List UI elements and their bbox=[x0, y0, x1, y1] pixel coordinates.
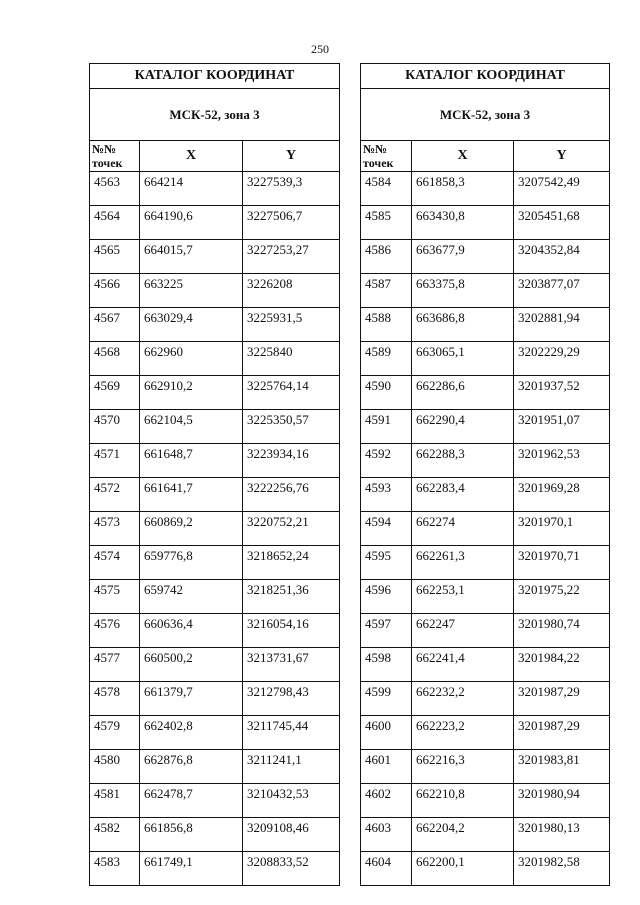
x-coordinate-cell: 662223,2 bbox=[412, 716, 514, 750]
table-row bbox=[361, 172, 610, 206]
x-coordinate-cell: 660636,4 bbox=[140, 614, 243, 648]
table-row bbox=[361, 614, 610, 648]
table-row bbox=[90, 512, 340, 546]
y-coordinate-cell: 3209108,46 bbox=[243, 818, 340, 852]
x-coordinate-cell: 663029,4 bbox=[140, 308, 243, 342]
x-coordinate-cell: 661749,1 bbox=[140, 852, 243, 886]
x-coordinate-cell: 661648,7 bbox=[140, 444, 243, 478]
point-number-cell: 4577 bbox=[90, 648, 140, 682]
x-coordinate-cell: 664190,6 bbox=[140, 206, 243, 240]
table-body bbox=[361, 172, 610, 886]
y-coordinate-cell: 3204352,84 bbox=[514, 240, 610, 274]
x-coordinate-cell: 662204,2 bbox=[412, 818, 514, 852]
table-row bbox=[90, 716, 340, 750]
y-coordinate-cell: 3201984,22 bbox=[514, 648, 610, 682]
x-coordinate-cell: 662290,4 bbox=[412, 410, 514, 444]
y-coordinate-cell: 3211241,1 bbox=[243, 750, 340, 784]
table-row bbox=[361, 682, 610, 716]
y-header: Y bbox=[514, 141, 610, 172]
x-coordinate-cell: 663430,8 bbox=[412, 206, 514, 240]
point-number-cell: 4566 bbox=[90, 274, 140, 308]
x-coordinate-cell: 662274 bbox=[412, 512, 514, 546]
x-coordinate-cell: 663225 bbox=[140, 274, 243, 308]
x-coordinate-cell: 662253,1 bbox=[412, 580, 514, 614]
x-coordinate-cell: 664214 bbox=[140, 172, 243, 206]
x-coordinate-cell: 661379,7 bbox=[140, 682, 243, 716]
coordinate-system: МСК-52, зона 3 bbox=[361, 89, 610, 141]
x-coordinate-cell: 663065,1 bbox=[412, 342, 514, 376]
table-row bbox=[361, 750, 610, 784]
table-row bbox=[361, 274, 610, 308]
x-coordinate-cell: 663686,8 bbox=[412, 308, 514, 342]
table-row bbox=[90, 410, 340, 444]
x-coordinate-cell: 662288,3 bbox=[412, 444, 514, 478]
y-coordinate-cell: 3201962,53 bbox=[514, 444, 610, 478]
point-number-header-line2: точек bbox=[363, 156, 394, 170]
table-row bbox=[90, 682, 340, 716]
table-row bbox=[90, 206, 340, 240]
y-coordinate-cell: 3201980,13 bbox=[514, 818, 610, 852]
table-row bbox=[90, 614, 340, 648]
table-row bbox=[361, 716, 610, 750]
y-coordinate-cell: 3201969,28 bbox=[514, 478, 610, 512]
point-number-cell: 4596 bbox=[361, 580, 412, 614]
table-row bbox=[361, 478, 610, 512]
table-row bbox=[361, 580, 610, 614]
point-number-cell: 4588 bbox=[361, 308, 412, 342]
y-coordinate-cell: 3225840 bbox=[243, 342, 340, 376]
y-coordinate-cell: 3222256,76 bbox=[243, 478, 340, 512]
table-row bbox=[90, 376, 340, 410]
table-row bbox=[90, 852, 340, 886]
catalog-title-row bbox=[90, 64, 340, 89]
x-coordinate-cell: 662960 bbox=[140, 342, 243, 376]
x-coordinate-cell: 662104,5 bbox=[140, 410, 243, 444]
x-coordinate-cell: 662261,3 bbox=[412, 546, 514, 580]
point-number-cell: 4585 bbox=[361, 206, 412, 240]
point-number-cell: 4581 bbox=[90, 784, 140, 818]
y-coordinate-cell: 3201982,58 bbox=[514, 852, 610, 886]
y-coordinate-cell: 3211745,44 bbox=[243, 716, 340, 750]
point-number-cell: 4587 bbox=[361, 274, 412, 308]
table-row bbox=[90, 478, 340, 512]
point-number-cell: 4591 bbox=[361, 410, 412, 444]
y-header: Y bbox=[243, 141, 340, 172]
coordinate-catalog-left bbox=[89, 63, 340, 886]
x-coordinate-cell: 662283,4 bbox=[412, 478, 514, 512]
x-coordinate-cell: 662910,2 bbox=[140, 376, 243, 410]
x-coordinate-cell: 663375,8 bbox=[412, 274, 514, 308]
point-number-cell: 4592 bbox=[361, 444, 412, 478]
point-number-cell: 4580 bbox=[90, 750, 140, 784]
point-number-cell: 4568 bbox=[90, 342, 140, 376]
y-coordinate-cell: 3220752,21 bbox=[243, 512, 340, 546]
y-coordinate-cell: 3225350,57 bbox=[243, 410, 340, 444]
table-row bbox=[361, 342, 610, 376]
y-coordinate-cell: 3201970,1 bbox=[514, 512, 610, 546]
column-header-row bbox=[90, 141, 340, 172]
page-number: 250 bbox=[311, 42, 329, 56]
table-body bbox=[90, 172, 340, 886]
y-coordinate-cell: 3218652,24 bbox=[243, 546, 340, 580]
column-header-row bbox=[361, 141, 610, 172]
table-row bbox=[90, 342, 340, 376]
point-number-cell: 4598 bbox=[361, 648, 412, 682]
y-coordinate-cell: 3210432,53 bbox=[243, 784, 340, 818]
point-number-cell: 4575 bbox=[90, 580, 140, 614]
y-coordinate-cell: 3218251,36 bbox=[243, 580, 340, 614]
point-number-cell: 4569 bbox=[90, 376, 140, 410]
y-coordinate-cell: 3205451,68 bbox=[514, 206, 610, 240]
table-row bbox=[90, 308, 340, 342]
point-number-cell: 4604 bbox=[361, 852, 412, 886]
point-number-header-line2: точек bbox=[92, 156, 123, 170]
point-number-cell: 4563 bbox=[90, 172, 140, 206]
x-coordinate-cell: 662232,2 bbox=[412, 682, 514, 716]
y-coordinate-cell: 3201970,71 bbox=[514, 546, 610, 580]
point-number-header bbox=[361, 141, 412, 172]
y-coordinate-cell: 3212798,43 bbox=[243, 682, 340, 716]
coordinate-system: МСК-52, зона 3 bbox=[90, 89, 340, 141]
y-coordinate-cell: 3201980,74 bbox=[514, 614, 610, 648]
catalog-title: КАТАЛОГ КООРДИНАТ bbox=[361, 64, 610, 89]
point-number-cell: 4579 bbox=[90, 716, 140, 750]
x-coordinate-cell: 661641,7 bbox=[140, 478, 243, 512]
table-row bbox=[361, 852, 610, 886]
table-row bbox=[90, 444, 340, 478]
point-number-cell: 4602 bbox=[361, 784, 412, 818]
table-row bbox=[90, 818, 340, 852]
table-row bbox=[90, 784, 340, 818]
point-number-cell: 4576 bbox=[90, 614, 140, 648]
x-coordinate-cell: 662241,4 bbox=[412, 648, 514, 682]
y-coordinate-cell: 3216054,16 bbox=[243, 614, 340, 648]
y-coordinate-cell: 3201987,29 bbox=[514, 682, 610, 716]
x-coordinate-cell: 662247 bbox=[412, 614, 514, 648]
point-number-cell: 4571 bbox=[90, 444, 140, 478]
x-header: X bbox=[140, 141, 243, 172]
x-coordinate-cell: 662478,7 bbox=[140, 784, 243, 818]
y-coordinate-cell: 3202229,29 bbox=[514, 342, 610, 376]
table-row bbox=[361, 784, 610, 818]
point-number-header-line1: №№ bbox=[363, 142, 388, 156]
x-coordinate-cell: 662876,8 bbox=[140, 750, 243, 784]
table-row bbox=[361, 546, 610, 580]
point-number-cell: 4565 bbox=[90, 240, 140, 274]
y-coordinate-cell: 3203877,07 bbox=[514, 274, 610, 308]
point-number-cell: 4564 bbox=[90, 206, 140, 240]
point-number-cell: 4567 bbox=[90, 308, 140, 342]
table-row bbox=[90, 750, 340, 784]
x-coordinate-cell: 662210,8 bbox=[412, 784, 514, 818]
table-row bbox=[361, 512, 610, 546]
y-coordinate-cell: 3201937,52 bbox=[514, 376, 610, 410]
y-coordinate-cell: 3208833,52 bbox=[243, 852, 340, 886]
y-coordinate-cell: 3213731,67 bbox=[243, 648, 340, 682]
point-number-header bbox=[90, 141, 140, 172]
point-number-cell: 4599 bbox=[361, 682, 412, 716]
point-number-cell: 4595 bbox=[361, 546, 412, 580]
table-row bbox=[90, 172, 340, 206]
point-number-cell: 4601 bbox=[361, 750, 412, 784]
point-number-cell: 4573 bbox=[90, 512, 140, 546]
x-coordinate-cell: 663677,9 bbox=[412, 240, 514, 274]
y-coordinate-cell: 3225764,14 bbox=[243, 376, 340, 410]
y-coordinate-cell: 3201951,07 bbox=[514, 410, 610, 444]
x-coordinate-cell: 660500,2 bbox=[140, 648, 243, 682]
x-coordinate-cell: 662286,6 bbox=[412, 376, 514, 410]
point-number-cell: 4593 bbox=[361, 478, 412, 512]
point-number-cell: 4594 bbox=[361, 512, 412, 546]
x-coordinate-cell: 661856,8 bbox=[140, 818, 243, 852]
point-number-cell: 4572 bbox=[90, 478, 140, 512]
x-coordinate-cell: 662216,3 bbox=[412, 750, 514, 784]
point-number-cell: 4600 bbox=[361, 716, 412, 750]
point-number-cell: 4586 bbox=[361, 240, 412, 274]
coordinate-catalog-right bbox=[360, 63, 610, 886]
point-number-cell: 4578 bbox=[90, 682, 140, 716]
table-row bbox=[361, 376, 610, 410]
catalog-title: КАТАЛОГ КООРДИНАТ bbox=[90, 64, 340, 89]
table-row bbox=[361, 818, 610, 852]
table-row bbox=[90, 648, 340, 682]
point-number-cell: 4574 bbox=[90, 546, 140, 580]
y-coordinate-cell: 3227539,3 bbox=[243, 172, 340, 206]
table-row bbox=[90, 274, 340, 308]
table-row bbox=[90, 240, 340, 274]
table-row bbox=[361, 444, 610, 478]
y-coordinate-cell: 3207542,49 bbox=[514, 172, 610, 206]
y-coordinate-cell: 3201980,94 bbox=[514, 784, 610, 818]
point-number-cell: 4597 bbox=[361, 614, 412, 648]
y-coordinate-cell: 3227253,27 bbox=[243, 240, 340, 274]
point-number-cell: 4584 bbox=[361, 172, 412, 206]
table-row bbox=[90, 546, 340, 580]
table-row bbox=[361, 240, 610, 274]
x-coordinate-cell: 659776,8 bbox=[140, 546, 243, 580]
y-coordinate-cell: 3201987,29 bbox=[514, 716, 610, 750]
y-coordinate-cell: 3223934,16 bbox=[243, 444, 340, 478]
catalog-title-row bbox=[361, 64, 610, 89]
y-coordinate-cell: 3202881,94 bbox=[514, 308, 610, 342]
coordinate-system-row bbox=[361, 89, 610, 141]
point-number-cell: 4590 bbox=[361, 376, 412, 410]
y-coordinate-cell: 3201975,22 bbox=[514, 580, 610, 614]
table-row bbox=[361, 206, 610, 240]
point-number-cell: 4603 bbox=[361, 818, 412, 852]
y-coordinate-cell: 3201983,81 bbox=[514, 750, 610, 784]
x-coordinate-cell: 659742 bbox=[140, 580, 243, 614]
table-row bbox=[361, 410, 610, 444]
table-row bbox=[361, 308, 610, 342]
table-row bbox=[361, 648, 610, 682]
table-row bbox=[90, 580, 340, 614]
coordinate-system-row bbox=[90, 89, 340, 141]
x-coordinate-cell: 664015,7 bbox=[140, 240, 243, 274]
point-number-cell: 4570 bbox=[90, 410, 140, 444]
x-coordinate-cell: 662402,8 bbox=[140, 716, 243, 750]
x-header: X bbox=[412, 141, 514, 172]
point-number-cell: 4582 bbox=[90, 818, 140, 852]
x-coordinate-cell: 660869,2 bbox=[140, 512, 243, 546]
x-coordinate-cell: 662200,1 bbox=[412, 852, 514, 886]
point-number-header-line1: №№ bbox=[92, 142, 117, 156]
point-number-cell: 4589 bbox=[361, 342, 412, 376]
y-coordinate-cell: 3226208 bbox=[243, 274, 340, 308]
y-coordinate-cell: 3225931,5 bbox=[243, 308, 340, 342]
y-coordinate-cell: 3227506,7 bbox=[243, 206, 340, 240]
point-number-cell: 4583 bbox=[90, 852, 140, 886]
x-coordinate-cell: 661858,3 bbox=[412, 172, 514, 206]
